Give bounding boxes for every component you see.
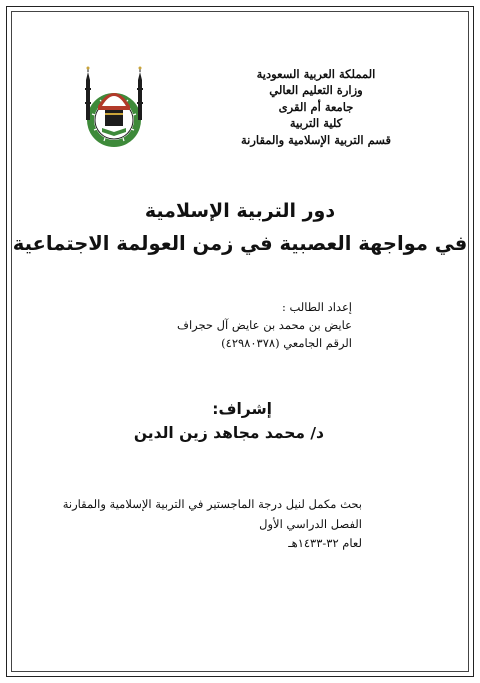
student-info bbox=[177, 298, 352, 352]
header-college: كلية التربية bbox=[289, 116, 343, 131]
thesis-title-line-2: في مواجهة العصبية في زمن العولمة الاجتماعية bbox=[12, 232, 468, 255]
supervisor-name: د/ محمد مجاهد زين الدين bbox=[133, 424, 324, 442]
university-seal-icon bbox=[72, 62, 156, 150]
thesis-title-line-1: دور التربية الإسلامية bbox=[144, 200, 336, 222]
degree-info bbox=[63, 495, 362, 554]
student-name: عايض بن محمد بن عايض آل حجراف bbox=[177, 318, 352, 332]
academic-year: لعام ٣٢-١٤٣٣هـ bbox=[288, 536, 362, 550]
header-department: قسم التربية الإسلامية والمقارنة bbox=[241, 132, 391, 147]
student-label: إعداد الطالب : bbox=[281, 300, 352, 314]
student-id: الرقم الجامعي (٤٢٩٨٠٣٧٨) bbox=[221, 336, 352, 350]
degree-statement: بحث مكمل لنيل درجة الماجستير في التربية الإسلامية والمقارنة bbox=[62, 497, 362, 511]
header-university: جامعة أم القرى bbox=[278, 99, 354, 114]
header-country: المملكة العربية السعودية bbox=[256, 67, 376, 81]
institution-header bbox=[216, 66, 416, 148]
header-ministry: وزارة التعليم العالي bbox=[269, 83, 363, 98]
university-seal-graphic bbox=[72, 62, 156, 150]
supervisor-label: إشراف: bbox=[212, 400, 272, 418]
semester: الفصل الدراسي الأول bbox=[259, 516, 362, 531]
